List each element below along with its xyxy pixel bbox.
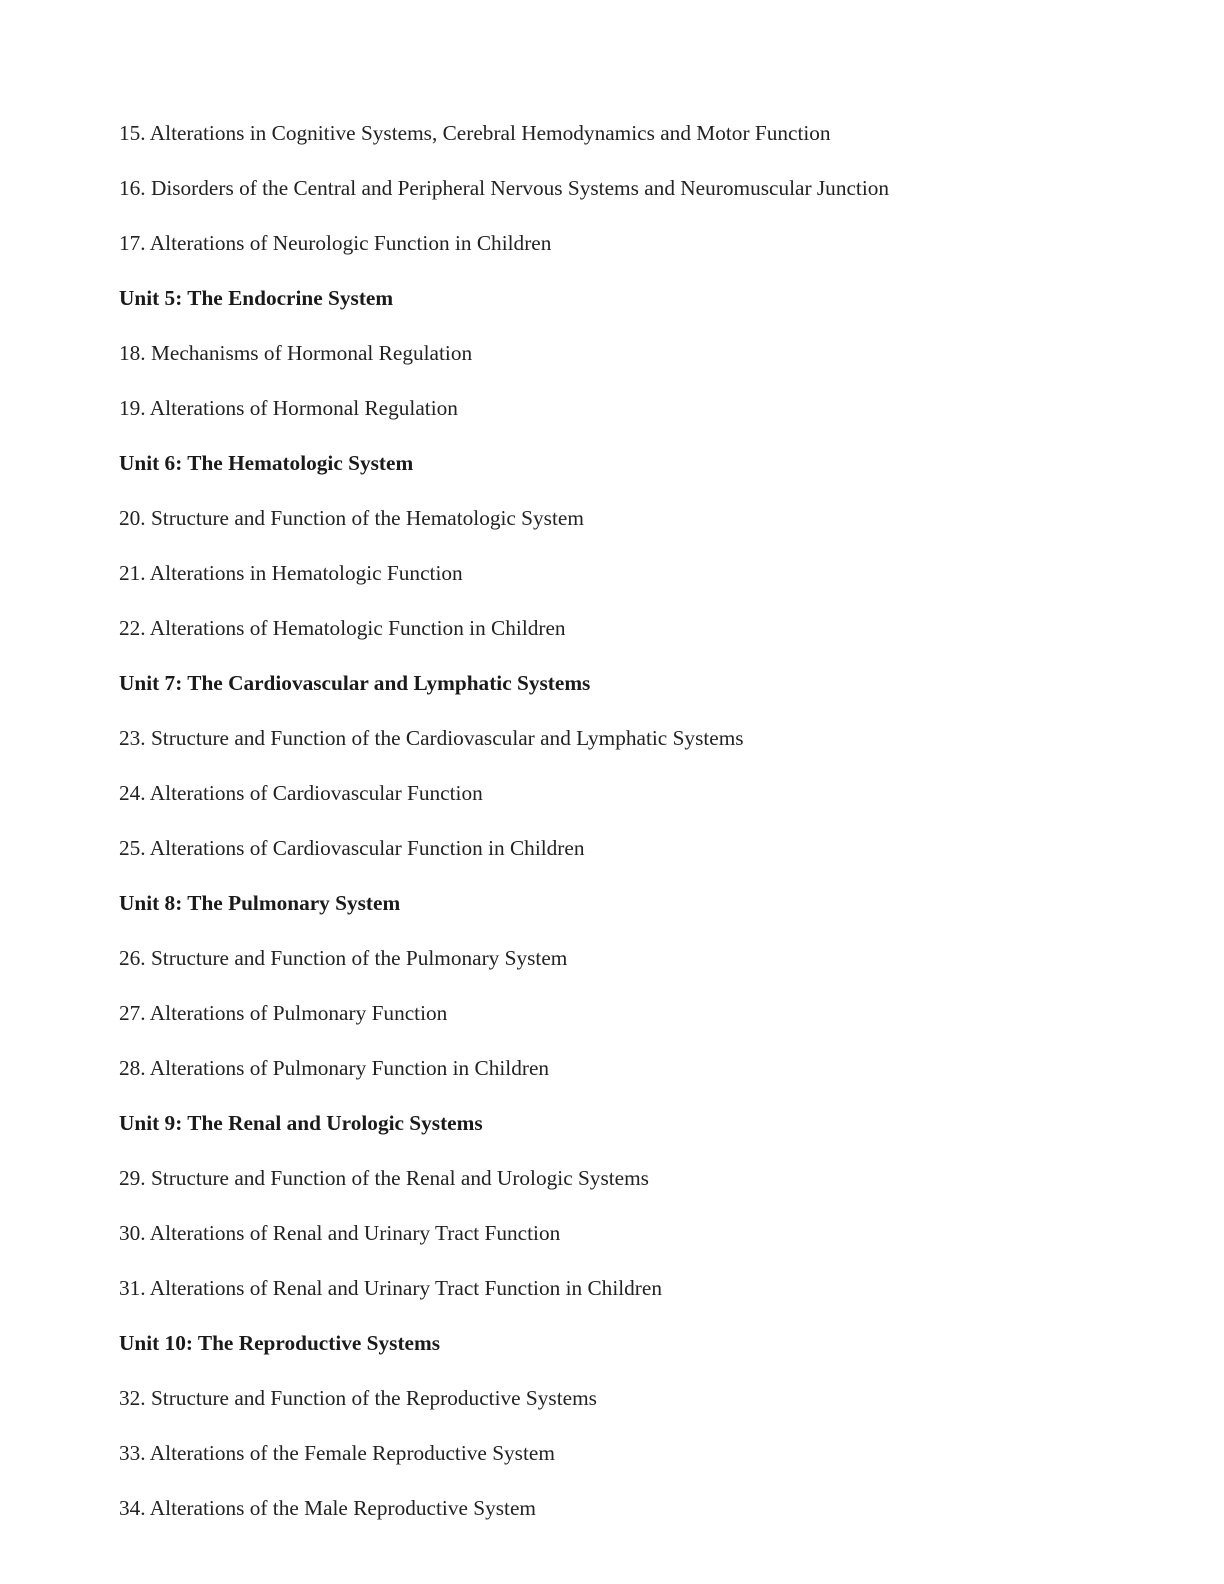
unit-heading: Unit 6: The Hematologic System bbox=[119, 451, 414, 475]
chapter-entry: 26. Structure and Function of the Pulmonary System bbox=[119, 946, 568, 970]
chapter-entry: 32. Structure and Function of the Reproductive Systems bbox=[119, 1386, 597, 1410]
unit-heading: Unit 10: The Reproductive Systems bbox=[119, 1331, 441, 1355]
chapter-entry: 21. Alterations in Hematologic Function bbox=[119, 561, 463, 585]
chapter-entry: 20. Structure and Function of the Hematologic System bbox=[119, 506, 584, 530]
chapter-entry: 29. Structure and Function of the Renal and Urologic Systems bbox=[119, 1166, 649, 1190]
chapter-entry: 19. Alterations of Hormonal Regulation bbox=[119, 396, 458, 420]
chapter-entry: 15. Alterations in Cognitive Systems, Cerebral Hemodynamics and Motor Function bbox=[119, 121, 831, 145]
table-of-contents bbox=[119, 117, 889, 1547]
chapter-entry: 24. Alterations of Cardiovascular Function bbox=[119, 781, 483, 805]
chapter-entry: 22. Alterations of Hematologic Function in Children bbox=[119, 616, 566, 640]
chapter-entry: 33. Alterations of the Female Reproductive System bbox=[119, 1441, 555, 1465]
unit-heading: Unit 8: The Pulmonary System bbox=[119, 891, 401, 915]
unit-heading: Unit 5: The Endocrine System bbox=[119, 286, 394, 310]
chapter-entry: 17. Alterations of Neurologic Function in Children bbox=[119, 231, 552, 255]
unit-heading: Unit 7: The Cardiovascular and Lymphatic Systems bbox=[119, 671, 591, 695]
unit-heading: Unit 9: The Renal and Urologic Systems bbox=[119, 1111, 483, 1135]
chapter-entry: 34. Alterations of the Male Reproductive System bbox=[119, 1496, 536, 1520]
chapter-entry: 18. Mechanisms of Hormonal Regulation bbox=[119, 341, 473, 365]
chapter-entry: 16. Disorders of the Central and Peripheral Nervous Systems and Neuromuscular Junction bbox=[119, 176, 890, 200]
chapter-entry: 31. Alterations of Renal and Urinary Tract Function in Children bbox=[119, 1276, 662, 1300]
chapter-entry: 25. Alterations of Cardiovascular Function in Children bbox=[119, 836, 585, 860]
chapter-entry: 27. Alterations of Pulmonary Function bbox=[119, 1001, 448, 1025]
chapter-entry: 30. Alterations of Renal and Urinary Tract Function bbox=[119, 1221, 561, 1245]
chapter-entry: 28. Alterations of Pulmonary Function in Children bbox=[119, 1056, 550, 1080]
chapter-entry: 23. Structure and Function of the Cardiovascular and Lymphatic Systems bbox=[119, 726, 744, 750]
